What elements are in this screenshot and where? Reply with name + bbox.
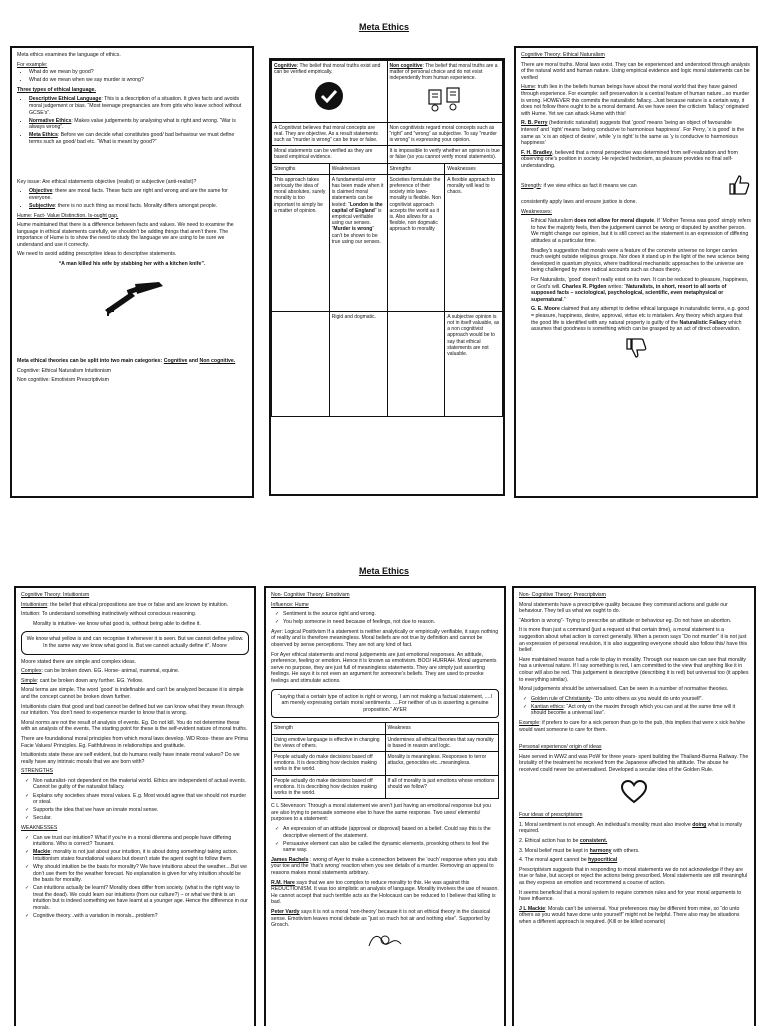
weakness-cell: If all of morality is just emotions whose emotions should we follow? xyxy=(385,775,499,799)
noncognitive-strength-cell: Societies formulate the preference of their society into laws- morality is flexible. Non cognitivist approach accepts the world as it is. Also allows for a flexible, non dogmatic approach to morality xyxy=(387,174,445,311)
cognitive-verify-cell: Moral statements can be verified as they are based empirical evidence. xyxy=(272,146,388,163)
for-example-label: For example: xyxy=(17,61,48,68)
cartoon-scribble-icon xyxy=(271,932,499,951)
cognitive-list: Cognitive: Ethical Naturalism Intuitionism xyxy=(17,367,111,374)
weakness-item: ✓ Cognitive theory...with a variation in morals...problem? xyxy=(33,913,249,920)
weakness-cell: Undermines all ethical theories that say morality is based in reason and logic. xyxy=(385,734,499,751)
thumbs-down-icon xyxy=(521,336,751,363)
weakness-item: ✓ Can we trust our intuition? What if you’re in a moral dilemma and people have differing intuitions. Who is correct? Tsunami. xyxy=(33,835,249,848)
categories-text: Meta ethical theories can be split into two main categories: Cognitive and Non cognitive. xyxy=(17,358,236,365)
example-question: • What do we mean by good? xyxy=(29,69,247,76)
mackie-paragraph: J L Mackie: Morals can’t be universal. Your preferences may be different from mine, so “do unto others as you would have done unto yourself” might not be helpful. There also may be situations when a different approach is required. (Kill or be killed scenario) xyxy=(519,905,740,925)
weakness-item: ✓ Why should intuition be the basis for morality? We have intuitions about the weather....But we don’t use them for the weather forecast. No explanation is given for why intuition should be the basis for morality. xyxy=(33,864,249,884)
moore-quote: We know what yellow is and can recognise it whenever it is seen. But we cannot define yellow. In the same way we know what good is. But we cannot actually define it”. Moore xyxy=(21,631,249,654)
cognitivist-belief-cell: A Cognitivist believes that moral concepts are real. They are objective. As a result statements such as “murder is wrong” can be true or false. xyxy=(272,122,388,146)
idea-item: 4. The moral agent cannot be hypocritical xyxy=(519,857,618,864)
paragraph: It is more than just a command (just a request at that certain time), a moral statement is a suggestion about what action is correct generally. When a person says “Do not murder” it is not just an expression of personal revulsion, it is also suggesting everyone should also follow this/ have this belief. xyxy=(519,627,748,654)
cognitive-weakness-cell: A fundamental error has been made when it is claimed moral statements can be tested: “London is the capital of England” is empirical verifiable using our senses. “Murder is wrong” can’t be shown to be true using our senses. xyxy=(329,174,387,311)
moore-ideas: Moore stated there are simple and complex ideas. xyxy=(21,658,137,665)
example-question: • What do we mean when we say murder is wrong? xyxy=(29,77,247,84)
section-heading: Non- Cognitive Theory: Prescriptivism xyxy=(519,592,606,598)
intuitionism-definition: Intuitionism: the belief that ethical propositions are true or false and are known by intuition. xyxy=(21,601,229,608)
paragraph: Intuitionists state these are self evident, but do humans really have innate moral values? Do we really have any intrinsic morals that we are born with? xyxy=(21,752,240,765)
hume-text: Hume maintained that there is a difference between facts and values. We need to examine the language in ethical statements carefully, we shouldn’t be adding things that aren’t there. The importance of Hume is to show the need to study the language we are using to be sure we understand and use it correctly. xyxy=(17,222,234,248)
sheet2-column-prescriptivism xyxy=(512,586,756,1026)
sheet2-column-emotivism xyxy=(264,586,506,1026)
strength-item: ✓ Supports the idea that we have an innate moral sense. xyxy=(33,807,249,814)
strength-item: ✓ Secular. xyxy=(33,815,249,822)
idea-item: 3. Moral belief must be kept in harmony with others. xyxy=(519,847,640,854)
cognitive-weakness-cell: Rigid and dogmatic. xyxy=(329,311,387,416)
three-types-heading: Three types of ethical language. xyxy=(17,86,96,93)
ayer-intro: Ayer: Logical Positivism If a statement is neither analytically or empirically verifiable, it says nothing of reality and is therefore meaningless. Moral beliefs are not true by definition and cannot be observed by sense perceptions. They are not any kind of fact. xyxy=(271,628,499,649)
type-meta: • Meta Ethics: Before we can decide what constitutes good/ bad behaviour we must define terms such as good/ bad etc. “What is meant by good?” xyxy=(29,132,247,145)
morality-intuitive: Morality is intuitive- we know what good is, without being able to define it. xyxy=(33,620,201,627)
strength-cell: People actually do make decisions based off emotions. It is describing how decision making works in the world. xyxy=(272,752,386,776)
hume-paragraph: Hume: truth lies in the beliefs human beings have about the moral world that they have gained through experience. For example: self preservation is a central feature of human nature...so murder is wrong. HOWEVER this commits the naturalistic fallacy...Just because nature is a certain way, it does not follow there ought to be a moral demand. As we have seen the criticism ‘fallacy’ originated with Hume. Yet we can attack Hume with this! xyxy=(521,84,750,117)
checkmark-circle-icon xyxy=(274,81,385,113)
weaknesses-heading: WEAKNESSES xyxy=(21,824,58,831)
paragraph: It seems beneficial that a moral system to require common rules and for your moral arguments to have influence. xyxy=(519,889,742,903)
strengths-header: Strengths xyxy=(272,163,330,174)
hume-heading: Hume: Fact- Value Distinction. Is-ought gap. xyxy=(17,212,119,219)
weakness-item: ✓ Mackie: morality is not just about your intuition, it is about doing something/ taking action. Intuitionism states foundational values but doesn’t state the agent ought to follow them. xyxy=(33,849,249,862)
vardy-paragraph: Peter Vardy says it is not a moral ‘non-theory’ because it is not an ethical theory in the classical sense. Emotivism leaves moral debate as “just so much hot air and nothing else”. Supported by Grosch. xyxy=(271,909,491,929)
thumbs-up-icon xyxy=(727,173,751,200)
section-heading: Non- Cognitive Theory: Emotivism xyxy=(271,592,350,598)
stevenson-paragraph: C L Stevenson: Through a moral statement we aren’t just having an emotional response but you are also trying to persuade someone else to have the same response. Two uses/ elements/ purposes to a statement: xyxy=(271,803,492,823)
intuition-definition: Intuition: To understand something instinctively without conscious reasoning. xyxy=(21,611,197,618)
idea-item: 1. Moral sentiment is not enough. An individual’s morality must also involve doing what is morally required. xyxy=(519,821,743,835)
stevenson-point: ✓ An expression of an attitude (approval or disproval) based on a belief. Could say this is the descriptive element of the statement. xyxy=(283,826,499,839)
paragraph: Moral judgements should be universalised. Can be seen in a number of normative theories. xyxy=(519,686,729,693)
strength-cell: People actually do make decisions based off emotions. It is describing how decision making works in the world. xyxy=(272,775,386,799)
influence-line: Influence: Hume xyxy=(271,601,309,608)
strength-cell: Using emotive language is effective in changing the views of others. xyxy=(272,734,386,751)
section-heading: Cognitive Theory: Intuitionism xyxy=(21,592,90,598)
cognitive-comparison-table xyxy=(271,60,503,417)
stevenson-point: ✓ Persuasive element can also be called the dynamic elements, provoking others to feel the same way. xyxy=(283,841,499,854)
sheet1-column-naturalism xyxy=(514,46,758,498)
personal-paragraph: Hare served in WW2 and was PoW for three years- spent building the Thailand-Burma Railway. The brutality of the treatment he received from the Japanese affected his attitude. The abuse he received could never be universalised. Developed a secular idea of the Golden Rule. xyxy=(519,753,749,773)
noncognitive-list: Non cognitive: Emotivism Prescriptivism xyxy=(17,377,109,384)
intro-text: Meta ethics examines the language of ethics. xyxy=(17,52,121,58)
hume-point: ✓ You help someone in need because of feelings, not due to reason. xyxy=(283,619,499,626)
kantian-item: ✓ Kantian ethics: “Act only on the maxim through which you can and at the same time will it should become a universal law”. xyxy=(531,704,749,717)
sheet1-column-intro xyxy=(10,46,254,498)
idea-item: 2. Ethical action has to be consistent. xyxy=(519,837,608,844)
strength-item: ✓ Non naturalist- not dependent on the material world. Ethics are independent of actual events. Cannot be guilty of the naturalist fallacy. xyxy=(33,778,249,791)
paragraph: Moral statements have a prescriptive quality because they command actions and guide our behaviour. They tell us what we ought to do. xyxy=(519,601,728,615)
paragraph: There are foundational moral principles from which moral laws develop. WD Ross- these are Prima Facie Values/ Principles. Eg. Faithfulness in relationships and gratitude. xyxy=(21,735,248,749)
people-documents-icon xyxy=(390,86,501,118)
rachels-paragraph: James Rachels : wrong of Ayer to make a connection between the ‘ouch’ response when you stub your toe and the ‘that’s wrong’ reaction when you see details of a murder. Removing an appeal to reasons makes moral statements arbitrary. xyxy=(271,856,498,877)
strength-item: ✓ Explains why societies share moral values. E.g. Most would agree that we should not murder or steal. xyxy=(33,793,249,806)
noncognitive-verify-cell: It is impossible to verify whether an opinion is true or false (so you cannot verify moral statements). xyxy=(387,146,503,163)
cognitive-definition-cell: Cognitive: The belief that moral truths exist and can be verified empirically. xyxy=(272,61,388,123)
sheet2-column-intuitionism xyxy=(14,586,256,1026)
key-issue: Key issue: Are ethical statements objective (realist) or subjective (anti-realist)? xyxy=(17,178,197,185)
complex-def: Complex: can be broken down. EG. Horse- animal, mammal, equine. xyxy=(21,668,180,675)
weakness-header: Weakness xyxy=(385,723,499,734)
hume-point: ✓ Sentiment is the source right and wrong. xyxy=(283,611,499,618)
paragraph: Moral norms are not the result of analysis of events. Eg. Do not kill. You do not determine these with an analysis of the events. The starting point for these is the self-evident nature of moral truths. xyxy=(21,719,248,733)
emotivism-table xyxy=(271,722,499,799)
strengths-heading: STRENGTHS xyxy=(21,768,53,775)
objective-def: • Objective: there are moral facts. These facts are right and wrong and are the same for everyone. xyxy=(29,188,247,201)
paragraph: Prescriptivism suggests that in responding to moral statements we do not acknowledge if they are true or false, but accept or reject the actions being prescribed. Moral statements are still meaningful as they express an emotion and recommend a course of action. xyxy=(519,866,748,886)
page-title-top: Meta Ethics xyxy=(358,22,409,32)
strength-header: Strength xyxy=(272,723,386,734)
section-heading: Cognitive Theory: Ethical Naturalism xyxy=(521,52,605,58)
four-ideas-heading: Four ideas of prescriptivism xyxy=(519,812,583,819)
strength-continuation: consistently apply laws and ensure justice is done. xyxy=(521,199,637,206)
bradley-paragraph: F. H. Bradley, believed that a moral perspective was determined from self-realization and from observing one’s position in society. He rejected hedonism, as pleasure provides no final self-understanding. xyxy=(521,149,738,169)
paragraph: Hare maintained reason had a role to play in morality. Through our reason we can see that morality has a universal nature. If I say something is red, I am committed to the view that anything like it in colour will also be red. This judgement is descriptive (describing it is red) but universal too (it applies to everything similar). xyxy=(519,656,749,683)
weakness-paragraph: G. E. Moore claimed that any attempt to define ethical language in naturalistic terms, e.g. good = pleasure, happiness, desire, approval, virtue etc is mistaken. Any theory which argues that the good life is identified with any natural property is guilty of the Naturalistic Fallacy which assumes that goodness is something which can be grasped by an act of direct observation. xyxy=(531,306,749,333)
cognitive-strength-cell: This approach takes seriously the idea of moral absolutes, surely morality is too important to simply be a matter of opinion. xyxy=(272,174,330,311)
paragraph: Intuitionists claim that good and bad cannot be defined but we can know what they mean through our intuition. You don’t need to experience murder to know that is wrong. xyxy=(21,703,244,717)
noncognitive-weakness-cell: A subjective opinion is not in itself valuable, as a non cognitivist approach would be to say that ethical statements are not valuable. xyxy=(445,311,503,416)
golden-rule-item: ✓ Golden rule of Christianity- “Do unto others as you would do unto yourself”. xyxy=(531,696,749,703)
noncognitive-definition-cell: Non cognitive: The belief that moral truths are a matter of personal choice and do not exist independently from human experience. xyxy=(387,61,503,123)
weakness-paragraph: Ethical Naturalism does not allow for moral dispute. If ‘Mother Teresa was good’ simply refers to how the majority feels, then the judgement cannot be wrong or disputed by another person. We might change our opinion, but it is still correct as the statement is an expression of differing attitudes at a particular time. xyxy=(531,218,751,245)
naturalism-intro: There are moral truths. Moral laws exist. They can be experienced and understood through analysis of the natural world and human nature. Using empirical evidence and logic moral statements can be verified xyxy=(521,61,750,81)
type-descriptive: • Descriptive Ethical Language: This is a description of a situation. It gives facts and avoids moral judgement or bias. “Most teenage pregnancies are from girls who leave school without GCSE’s”. xyxy=(29,96,247,116)
sheet1-column-comparison xyxy=(269,58,505,496)
ayer-quote: “saying that a certain type of action is right or wrong, I am not making a factual statement, ....I am merely expressing certain moral sentiments. ....For neither of us is asserting a genuine proposition.” AYER xyxy=(271,689,499,719)
noncognitive-weakness-cell: A flexible approach to morality will lead to chaos. xyxy=(445,174,503,311)
simple-def: Simple: cant be broken down any further. EG. Yellow. xyxy=(21,677,143,684)
weakness-cell: Morality is meaningless. Responses to terror attacks, genocides etc...meaningless. xyxy=(385,752,499,776)
avoid-text: We need to avoid adding prescriptive ideas to descriptive statements. xyxy=(17,251,177,258)
personal-heading: Personal experience/ origin of ideas xyxy=(519,744,602,751)
type-normative: • Normative Ethics: Makes value judgements by analysing what is right and wrong. “War is always wrong”. xyxy=(29,118,247,131)
strength-paragraph: Strength: if we view ethics as fact it means we can xyxy=(521,182,637,189)
example-paragraph: Example: if prefers to care for a sick person than go to the pub, this implies that were x sick he/she would want someone to care for them. xyxy=(519,720,746,733)
page-title-bottom: Meta Ethics xyxy=(358,566,409,576)
heart-outline-icon xyxy=(519,780,749,807)
subjective-def: • Subjective: there is no such thing as moral facts. Morality differs amongst people. xyxy=(29,203,247,210)
paragraph: “Abortion is wrong”- Trying to prescribe an attitude or behaviour eg. Do not have an abortion. xyxy=(519,617,732,624)
paragraph: Moral terms are simple. The word ‘good’ is indefinable and can’t be analyzed because it is simple and the concept cannot be broken down further. xyxy=(21,687,244,700)
weakness-item: ✓ Can intuitions actually be learnt? Morality does differ from society. (what is the right way to treat the dead). We could learn our intuitions (from our culture?) – or what we think is an intuition but is indeed something we have learnt at a younger age. Hence the difference in our morals. xyxy=(33,885,249,911)
knife-quote: “A man killed his wife by stabbing her with a kitchen knife”. xyxy=(58,261,206,268)
ayer-paragraph: For Ayer ethical statements and moral judgements are just emotional responses. An attitude, preference, feeling or emotion. Hence it is known as emotivism. BOO/ HURRAH. Moral arguments serve no purpose, they are just full of meaningless statements. They are simply just asserting feelings. He says it is not even an argument for someone’s beliefs. They are used to provoke feelings and stimulate actions. xyxy=(271,651,497,685)
weaknesses-header: Weaknesses xyxy=(329,163,387,174)
knife-icon xyxy=(17,278,247,321)
weakness-paragraph: For Naturalists, ‘good’ doesn’t really exist on its own. It can be reduced to pleasure, happiness, or God’s will. Charles R. Pigden writes: “Naturalists, in short, resort to all sorts of supposed facts – sociological, psychological, scientific, even metaphysical or supernatural.” xyxy=(531,277,749,303)
strengths-header: Strengths xyxy=(387,163,445,174)
weaknesses-header: Weaknesses xyxy=(445,163,503,174)
weaknesses-heading: Weaknesses: xyxy=(521,208,553,215)
noncognitivist-belief-cell: Non cognitivists regard moral concepts such as “right” and “wrong” as subjective. To say “murder is wrong” is expressing your opinion. xyxy=(387,122,503,146)
weakness-paragraph: Bradley’s suggestion that morals were a feature of the concrete universe no longer carries much weight outside religious groups. Nor does it stand up in the light of the new science being developed in quantum physics, where traditional mechanistic approaches to the universe are being challenged by more radical accounts such as chaos theory. xyxy=(531,247,750,274)
perry-paragraph: R. B. Perry (hedonistic naturalist) suggests that ‘good’ means ‘being an object of favourable interest’ and ‘right’ means ‘being conducive to harmonious happiness’. For Perry, ‘x is good’ is the same as ‘x is an object of desire’, while ‘y is right’ is the same as ‘y is conducive to harmonious happiness’ xyxy=(521,120,745,147)
hare-paragraph: R.M. Hare says that we are too complex to reduce morality to this. He was against this REDUCTIONISM. It was too simplistic an analysis of language. Morality involves the use of reason. He cannot accept that such terrible acts as the Holocaust can be reduced to I believe that killing is bad. xyxy=(271,879,499,906)
